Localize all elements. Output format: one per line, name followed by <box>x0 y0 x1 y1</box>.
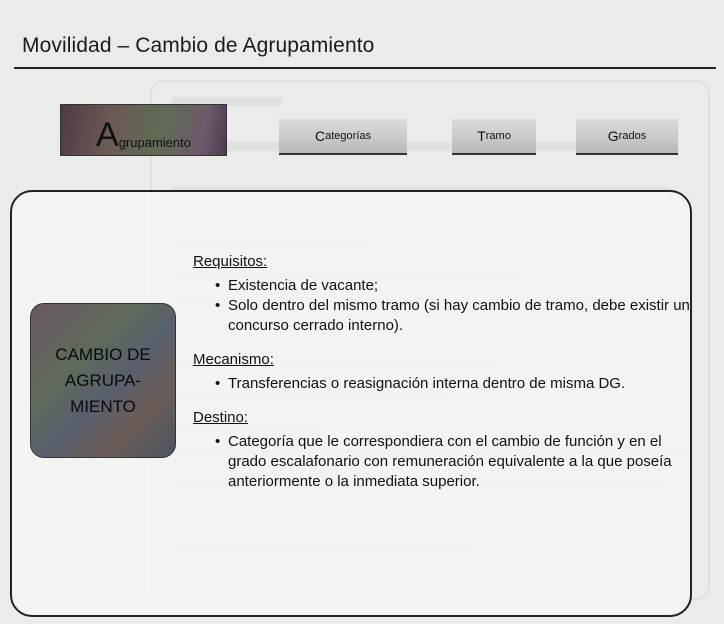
tab-tramo-label: ramo <box>485 130 511 142</box>
tab-grados-label: rados <box>618 130 647 142</box>
tab-categorias-label: ategorías <box>325 130 371 142</box>
section-destino <box>193 408 693 492</box>
badge-line-3: MIENTO <box>70 396 136 416</box>
tab-agrupamiento[interactable] <box>60 104 227 156</box>
heading-destino: Destino: <box>193 409 249 426</box>
content-body <box>193 252 693 506</box>
section-mecanismo <box>193 350 693 394</box>
heading-mecanismo: Mecanismo: <box>193 351 274 368</box>
badge-line-1: CAMBIO DE <box>55 344 151 364</box>
list-item: • Solo dentro del mismo tramo (si hay cambio de tramo, debe existir un concurso cerrado interno). <box>193 296 693 336</box>
tab-grados[interactable] <box>576 119 678 155</box>
cambio-agrupamiento-badge <box>30 303 176 458</box>
tab-categorias-initial: C <box>315 128 326 144</box>
list-item: • Existencia de vacante; <box>193 276 693 296</box>
tab-tramo[interactable] <box>452 119 536 155</box>
tab-tramo-initial: T <box>477 128 486 144</box>
heading-requisitos: Requisitos: <box>193 253 268 270</box>
section-requisitos <box>193 252 693 336</box>
page-title: Movilidad – Cambio de Agrupamiento <box>22 34 375 57</box>
list-item: • Transferencias o reasignación interna dentro de misma DG. <box>193 374 693 394</box>
tab-agrupamiento-initial: A <box>96 116 119 154</box>
tab-grados-initial: G <box>607 128 619 144</box>
title-divider <box>14 67 716 69</box>
tab-categorias[interactable] <box>279 119 407 155</box>
tab-agrupamiento-label: grupamiento <box>118 135 191 150</box>
list-item: • Categoría que le correspondiera con el cambio de función y en el grado escalafonario con remuneración equivalente a la que poseía anteriormente o la inmediata superior. <box>193 432 693 492</box>
badge-line-2: AGRUPA- <box>64 370 142 390</box>
